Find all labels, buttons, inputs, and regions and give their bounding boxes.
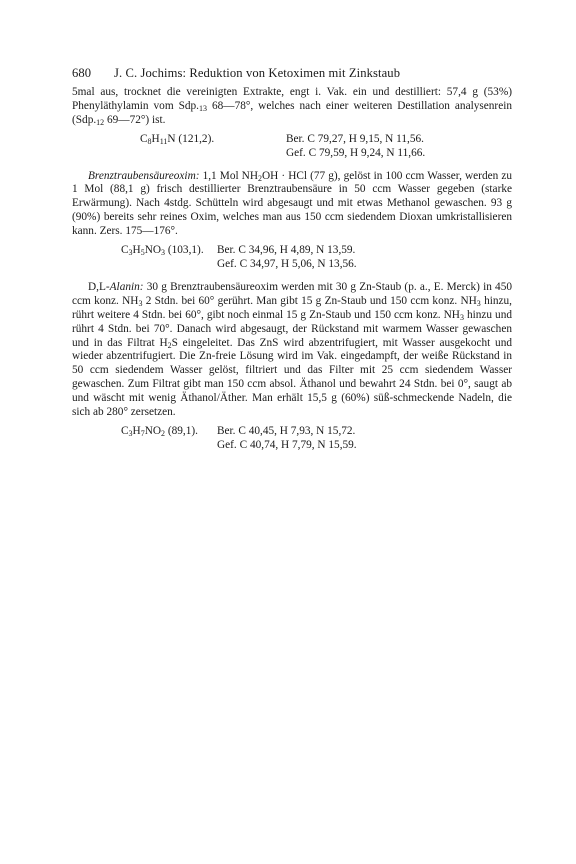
subscript: 3: [476, 298, 481, 308]
analysis-ber-line: [121, 425, 512, 439]
analysis-block-2: [72, 244, 512, 272]
paragraph-pyruvic-oxime: [72, 170, 512, 240]
formula-element: C: [121, 244, 129, 257]
analysis-block-3: [72, 425, 512, 453]
formula-element: H: [132, 244, 141, 257]
analysis-found: Gef. C 34,97, H 5,06, N 13,56.: [217, 257, 357, 270]
molecular-formula: [121, 244, 217, 258]
formula-element: (103,1).: [165, 244, 204, 257]
formula-element: NO: [144, 424, 162, 437]
text-segment: 69—72°) ist.: [104, 113, 166, 126]
analysis-block-1: [72, 133, 512, 161]
analysis-found: Gef. C 40,74, H 7,79, N 15,59.: [217, 438, 357, 451]
analysis-calculated: Ber. C 34,96, H 4,89, N 13,59.: [217, 244, 356, 257]
paragraph-alanine: [72, 281, 512, 420]
subscript: 2: [167, 340, 172, 350]
text-segment: hinzu, rührt weitere 4 Stdn. bei 60°, gibt noch einmal 15 g Zn-Staub und 150 ccm konz. NH: [72, 294, 512, 321]
page-body: [72, 66, 512, 453]
formula-element: C: [140, 132, 148, 145]
subscript: 2: [161, 428, 166, 438]
page-number: 680: [72, 66, 92, 80]
molecular-formula: [140, 133, 286, 147]
subscript: 3: [138, 298, 143, 308]
subscript: 2: [258, 173, 262, 183]
text-segment: OH · HCl (77 g), gelöst in 100 ccm Wasser, werden zu 1 Mol (88,1 g) frisch destillierter Brenztraubensäure in 50 ccm Wasser gegeben (starke Erwärmung). Nach 4stdg. Schütteln wird abgesaugt und mit etwas Methanol gewaschen. 93 g (90%) bereits sehr reines Oxim, welches man aus 150 ccm siedendem Dioxan umkristallisieren kann. Zers. 175—176°.: [72, 169, 512, 238]
subscript: 3: [128, 248, 133, 258]
section-title: Alanin:: [109, 280, 144, 293]
formula-element: H: [132, 424, 141, 437]
paragraph-phenylethylamine: [72, 86, 512, 128]
analysis-gef-line: [140, 147, 512, 161]
analysis-calculated: Ber. C 79,27, H 9,15, N 11,56.: [286, 132, 424, 145]
formula-element: H: [151, 132, 160, 145]
subscript: 5: [140, 248, 145, 258]
formula-element: NO: [144, 244, 162, 257]
subscript: 3: [161, 248, 166, 258]
analysis-gef-line: [121, 258, 512, 272]
analysis-found: Gef. C 79,59, H 9,24, N 11,66.: [286, 146, 426, 159]
text-segment: 5mal aus, trocknet die vereinigten Extrakte, engt i. Vak. ein und destilliert: 57,4 g (53%) Phenyläthylamin vom Sdp.: [72, 86, 512, 112]
molecular-formula: [121, 425, 217, 439]
analysis-calculated: Ber. C 40,45, H 7,93, N 15,72.: [217, 424, 356, 437]
subscript: 13: [199, 103, 207, 113]
subscript: 8: [147, 136, 152, 146]
subscript: 3: [459, 312, 464, 322]
text-segment: 1,1 Mol NH: [199, 169, 258, 182]
subscript: 11: [159, 136, 168, 146]
subscript: 3: [128, 428, 133, 438]
formula-element: N (121,2).: [167, 132, 215, 145]
analysis-ber-line: [121, 244, 512, 258]
section-title: Brenztraubensäureoxim:: [88, 169, 200, 182]
analysis-ber-line: [140, 133, 512, 147]
running-header: [72, 66, 512, 86]
text-segment: 68—78°, welches nach einer weiteren Destillation analysenrein (Sdp.: [72, 99, 512, 126]
config-prefix: D,L-: [88, 280, 110, 293]
running-title: J. C. Jochims: Reduktion von Ketoximen mit Zinkstaub: [114, 66, 401, 80]
text-segment: 30 g Brenztraubensäureoxim werden mit 30 g Zn-Staub (p. a., E. Merck) in 450 ccm konz. NH: [72, 280, 512, 307]
subscript: 7: [140, 428, 145, 438]
subscript: 12: [96, 117, 105, 127]
text-segment: 2 Stdn. bei 60° gerührt. Man gibt 15 g Zn-Staub und 150 ccm konz. NH: [142, 294, 477, 307]
analysis-gef-line: [121, 439, 512, 453]
formula-element: C: [121, 424, 129, 437]
formula-element: (89,1).: [165, 424, 198, 437]
text-segment: hinzu und rührt 4 Stdn. bei 70°. Danach wird abgesaugt, der Rückstand mit warmem Wasser gewaschen und in das Filtrat H: [72, 308, 512, 349]
text-segment: S eingeleitet. Das ZnS wird abzentrifugiert, mit Wasser ausgekocht und wieder abzentrifugiert. Die Zn-freie Lösung wird im Vak. eingedampft, der weiße Rückstand in 50 ccm siedendem Wasser gelöst, filtriert und das Filter mit 25 ccm siedendem Wasser gewaschen. Zum Filtrat gibt man 150 ccm absol. Äthanol und bewahrt 24 Stdn. bei 0°, saugt ab und wäscht mit wenig Äthanol/Äther. Man erhält 15,5 g (60%) süß-schmeckende Nadeln, die sich ab 280° zersetzen.: [72, 336, 512, 419]
